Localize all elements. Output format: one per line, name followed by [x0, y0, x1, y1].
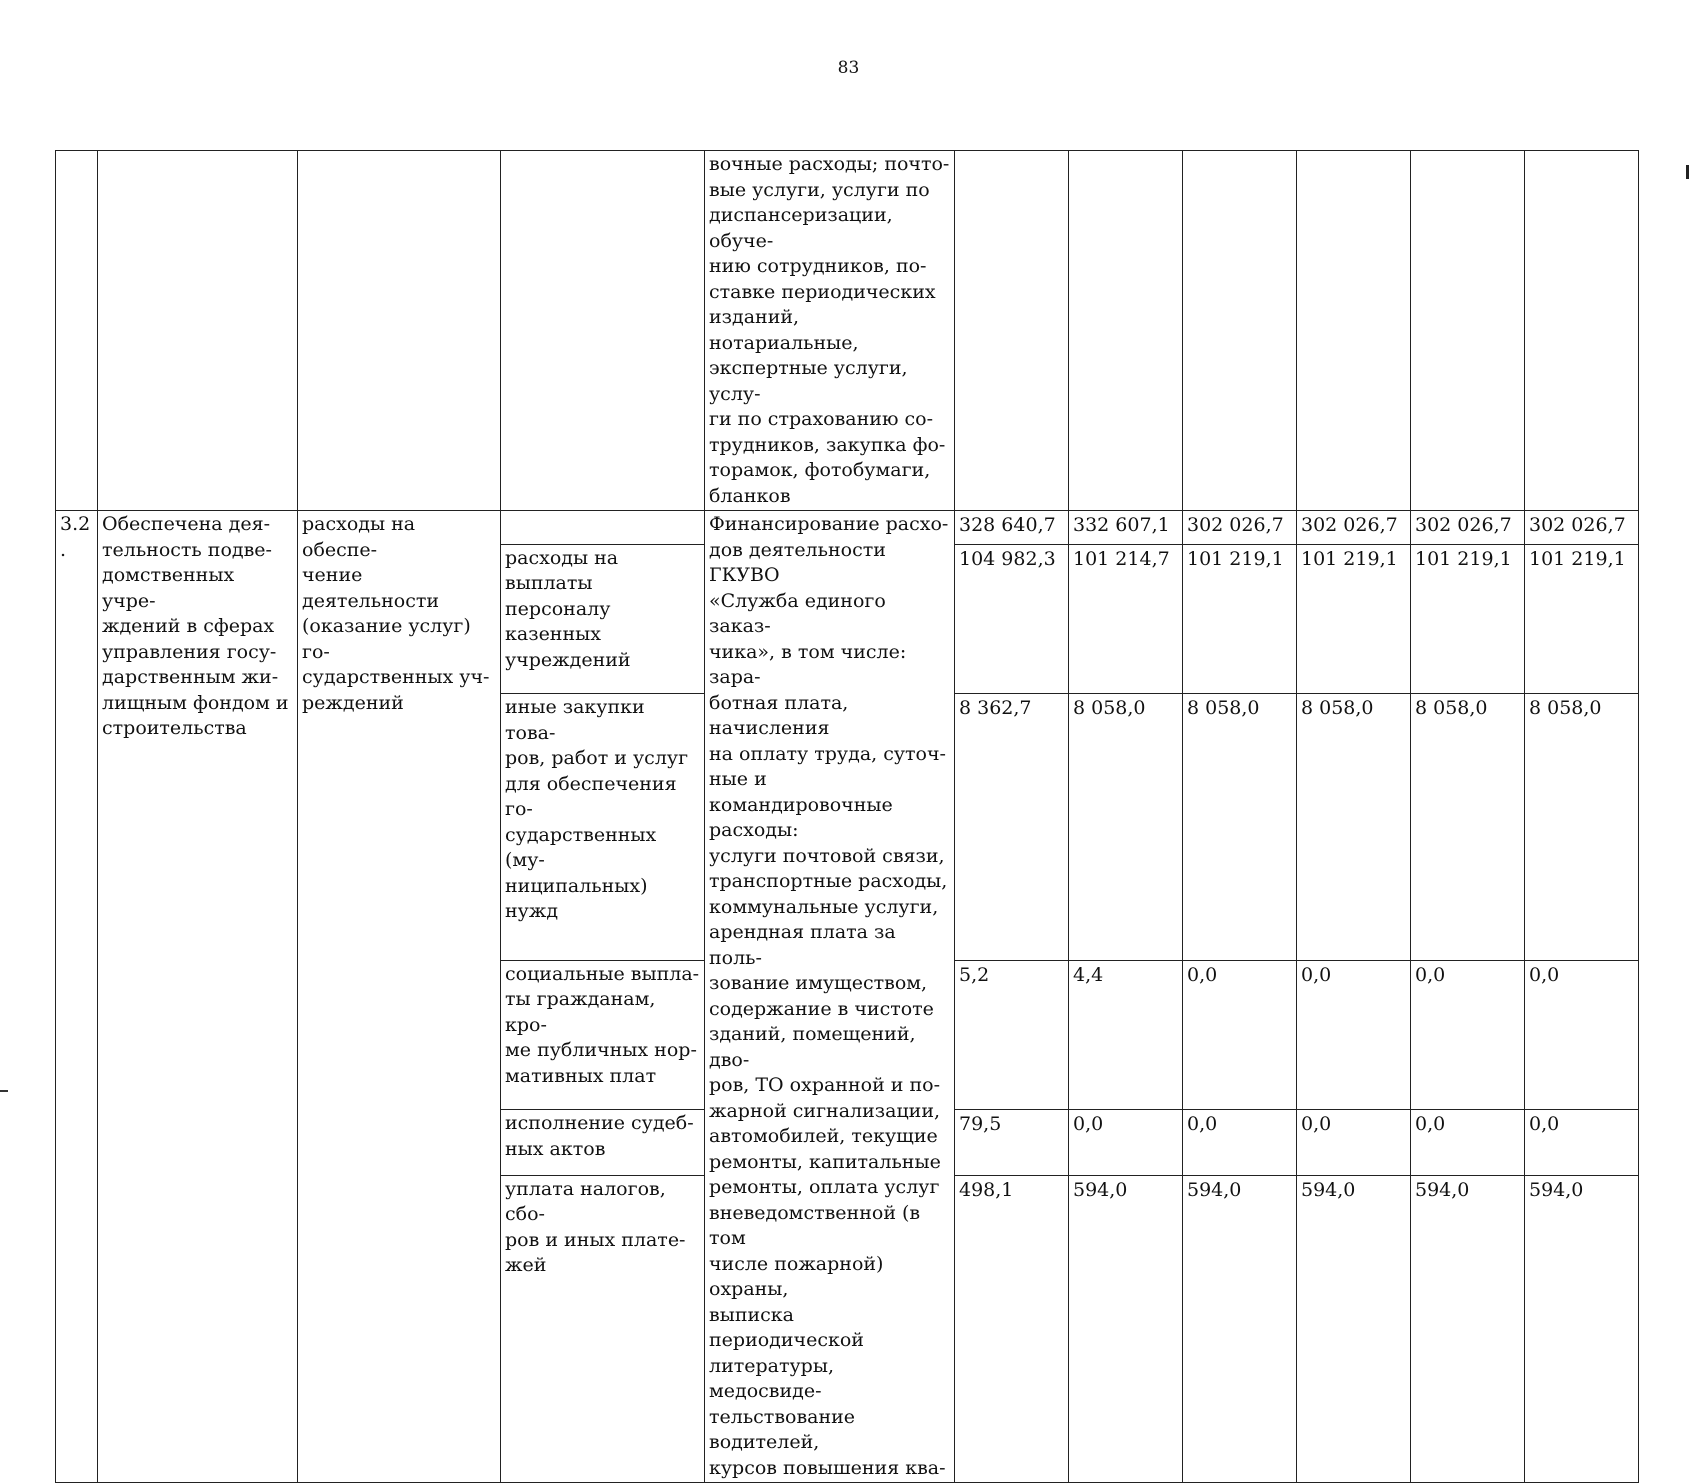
scan-artifact	[0, 1090, 8, 1092]
page-number: 83	[837, 58, 860, 78]
total-value: 332 607,1	[1069, 511, 1183, 545]
cell-empty	[1411, 151, 1525, 511]
section-description: Финансирование расхо- дов деятельности ГКУВО «Служба единого заказ- чика», в том числе: зара- ботная плата, начисления на оплату труда, суточ- ные и командировочные расходы: услуги почтовой связи, транспортные расходы, коммунальные услуги, арендная плата за поль- зование имуществом, содержание в чистоте зданий, помещений, дво- ров, ТО охранной и по- жарной сигнализации, автомобилей, текущие ремонты, капитальные ремонты, оплата услуг вневедомственной (в том числе пожарной) охраны, выписка периодической литературы, медосвиде- тельствование водителей, курсов повышения ква-	[705, 511, 955, 1483]
cell-empty	[955, 151, 1069, 511]
cell-empty	[1297, 151, 1411, 511]
expense-value: 104 982,3	[955, 544, 1069, 694]
total-value: 328 640,7	[955, 511, 1069, 545]
expense-value: 498,1	[955, 1175, 1069, 1482]
expense-value: 8 058,0	[1183, 694, 1297, 960]
expense-value: 594,0	[1411, 1175, 1525, 1482]
expense-value: 0,0	[1183, 960, 1297, 1110]
expense-value: 0,0	[1183, 1110, 1297, 1175]
expense-value: 594,0	[1297, 1175, 1411, 1482]
expense-value: 101 219,1	[1525, 544, 1639, 694]
expense-row-label: иные закупки това- ров, работ и услуг для обеспечения го- сударственных (му- ниципальных) нужд	[501, 694, 705, 960]
expense-value: 8 058,0	[1525, 694, 1639, 960]
expense-row-label: исполнение судеб- ных актов	[501, 1110, 705, 1175]
expense-row-label: уплата налогов, сбо- ров и иных плате- жей	[501, 1175, 705, 1482]
expense-value: 8 058,0	[1069, 694, 1183, 960]
cell-empty	[98, 151, 298, 511]
expense-value: 79,5	[955, 1110, 1069, 1175]
cell-empty	[56, 151, 98, 511]
total-value: 302 026,7	[1525, 511, 1639, 545]
expense-value: 101 219,1	[1183, 544, 1297, 694]
expense-value: 101 219,1	[1411, 544, 1525, 694]
total-label-empty	[501, 511, 705, 545]
cell-empty	[1183, 151, 1297, 511]
section-total-row	[56, 511, 1639, 545]
expense-value: 0,0	[1411, 960, 1525, 1110]
scan-artifact	[1686, 165, 1689, 179]
cell-empty	[1525, 151, 1639, 511]
total-value: 302 026,7	[1297, 511, 1411, 545]
expense-value: 594,0	[1525, 1175, 1639, 1482]
expense-value: 0,0	[1069, 1110, 1183, 1175]
cell-empty	[501, 151, 705, 511]
total-value: 302 026,7	[1411, 511, 1525, 545]
section-expense-type: расходы на обеспе- чение деятельности (оказание услуг) го- сударственных уч- реждений	[298, 511, 501, 1483]
expense-value: 0,0	[1525, 960, 1639, 1110]
expense-value: 4,4	[1069, 960, 1183, 1110]
continuation-row	[56, 151, 1639, 511]
expense-value: 0,0	[1297, 1110, 1411, 1175]
total-value: 302 026,7	[1183, 511, 1297, 545]
expense-value: 8 362,7	[955, 694, 1069, 960]
expense-value: 101 219,1	[1297, 544, 1411, 694]
expense-value: 8 058,0	[1297, 694, 1411, 960]
expense-value: 101 214,7	[1069, 544, 1183, 694]
expense-value: 0,0	[1525, 1110, 1639, 1175]
cell-empty	[298, 151, 501, 511]
expense-value: 8 058,0	[1411, 694, 1525, 960]
continuation-description: вочные расходы; почто- вые услуги, услуги по диспансеризации, обуче- нию сотрудников, по- ставке периодических изданий, нотариальные, экспертные услуги, услу- ги по страхованию со- трудников, закупка фо- торамок, фотобумаги, бланков	[705, 151, 955, 511]
expense-value: 594,0	[1183, 1175, 1297, 1482]
expense-row-label: расходы на выплаты персоналу казенных учреждений	[501, 544, 705, 694]
section-result: Обеспечена дея- тельность подве- домственных учре- ждений в сферах управления госу- дарственным жи- лищным фондом и строительства	[98, 511, 298, 1483]
expense-value: 0,0	[1411, 1110, 1525, 1175]
section-number: 3.2.	[56, 511, 98, 1483]
expense-value: 594,0	[1069, 1175, 1183, 1482]
expense-value: 5,2	[955, 960, 1069, 1110]
cell-empty	[1069, 151, 1183, 511]
budget-table	[55, 150, 1639, 1483]
expense-value: 0,0	[1297, 960, 1411, 1110]
expense-row-label: социальные выпла- ты гражданам, кро- ме публичных нор- мативных плат	[501, 960, 705, 1110]
